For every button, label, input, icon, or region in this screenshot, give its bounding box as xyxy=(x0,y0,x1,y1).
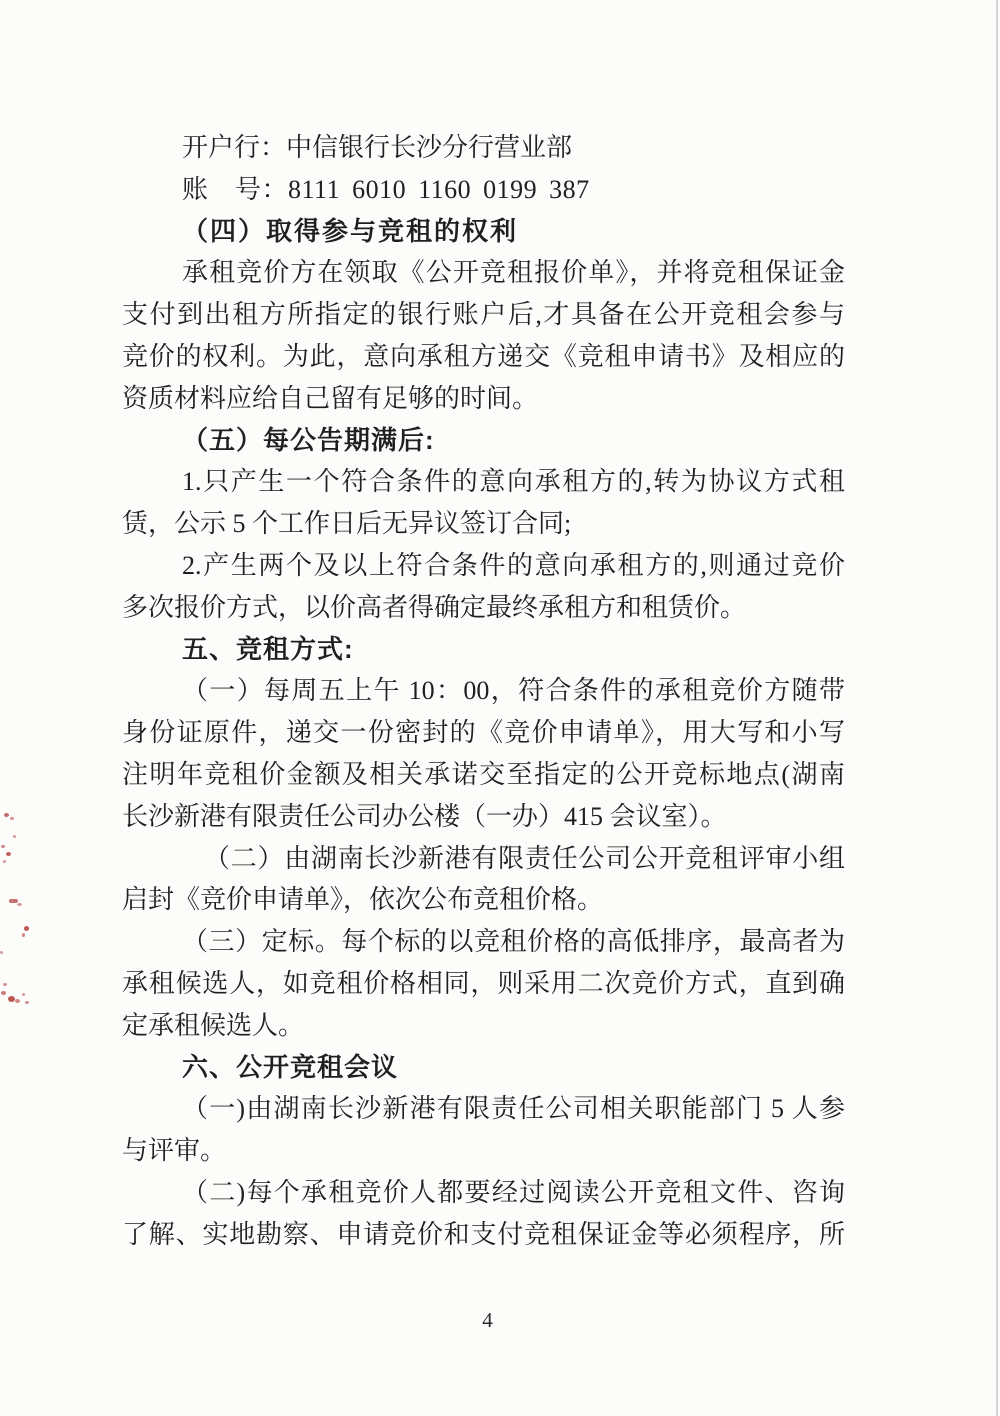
text-line: 竞价的权利。为此，意向承租方递交《竞租申请书》及相应的 xyxy=(122,341,845,371)
red-ink-speckle xyxy=(1,991,6,995)
red-ink-speckle xyxy=(13,835,16,838)
text-line: 承租竞价方在领取《公开竞租报价单》，并将竞租保证金 xyxy=(182,258,845,288)
red-ink-speckle xyxy=(3,983,7,986)
red-ink-speckle xyxy=(15,999,20,1003)
red-ink-speckle xyxy=(9,899,18,903)
red-ink-speckle xyxy=(25,1001,29,1004)
text-line: （一）每周五上午 10：00，符合条件的承租竞价方随带 xyxy=(182,676,845,706)
text-line: 支付到出租方所指定的银行账户后,才具备在公开竞租会参与 xyxy=(122,300,845,330)
red-ink-speckle xyxy=(1,845,5,848)
text-line: 了解、实地勘察、申请竞价和支付竞租保证金等必须程序，所 xyxy=(122,1219,845,1249)
text-line: 注明年竞租价金额及相关承诺交至指定的公开竞标地点(湖南 xyxy=(122,759,845,789)
text-line: 资质材料应给自己留有足够的时间。 xyxy=(122,383,539,413)
text-line: 1.只产生一个符合条件的意向承租方的,转为协议方式租 xyxy=(182,467,845,497)
text-line: （一)由湖南长沙新港有限责任公司相关职能部门 5 人参 xyxy=(182,1094,845,1124)
document-body xyxy=(122,127,845,1256)
red-ink-speckle xyxy=(3,860,6,863)
red-ink-speckle xyxy=(10,817,14,820)
red-ink-speckle xyxy=(8,996,15,1002)
red-ink-speckle xyxy=(17,903,22,906)
red-ink-speckle xyxy=(22,993,25,996)
text-line: 启封《竞价申请单》，依次公布竞租价格。 xyxy=(122,885,604,915)
scan-edge-line xyxy=(996,0,998,1416)
text-line: 2.产生两个及以上符合条件的意向承租方的,则通过竞价 xyxy=(182,550,845,580)
text-line: 与评审。 xyxy=(122,1136,227,1166)
field-line-account: 账 号：8111 6010 1160 0199 387 xyxy=(182,174,590,204)
chapter-heading-5: 五、竞租方式: xyxy=(182,633,354,664)
text-line: 多次报价方式，以价高者得确定最终承租方和租赁价。 xyxy=(122,592,747,622)
text-line: 长沙新港有限责任公司办公楼（一办）415 会议室）。 xyxy=(122,801,727,831)
text-line: 定承租候选人。 xyxy=(122,1010,305,1040)
text-line: 承租候选人，如竞租价格相同，则采用二次竞价方式，直到确 xyxy=(122,968,845,998)
red-ink-speckle xyxy=(0,951,3,954)
text-line: （三）定标。每个标的以竞租价格的高低排序，最高者为 xyxy=(182,927,845,957)
chapter-heading-6: 六、公开竞租会议 xyxy=(182,1051,399,1082)
field-line-bank: 开户行：中信银行长沙分行营业部 xyxy=(182,133,573,162)
red-ink-speckle xyxy=(6,852,11,856)
red-ink-speckle xyxy=(22,933,25,937)
section-heading-5: （五）每公告期满后: xyxy=(182,424,435,455)
text-line: （二)每个承租竞价人都要经过阅读公开竞租文件、咨询 xyxy=(182,1177,845,1207)
text-line: 身份证原件，递交一份密封的《竞价申请单》，用大写和小写 xyxy=(122,718,845,748)
text-line: 赁，公示 5 个工作日后无异议签订合同; xyxy=(122,509,572,539)
text-line: （二）由湖南长沙新港有限责任公司公开竞租评审小组 xyxy=(204,843,845,873)
page-number: 4 xyxy=(482,1308,493,1332)
section-heading-4: （四）取得参与竞租的权利 xyxy=(182,216,519,246)
red-ink-speckle xyxy=(24,926,29,931)
red-ink-speckle xyxy=(4,813,9,817)
